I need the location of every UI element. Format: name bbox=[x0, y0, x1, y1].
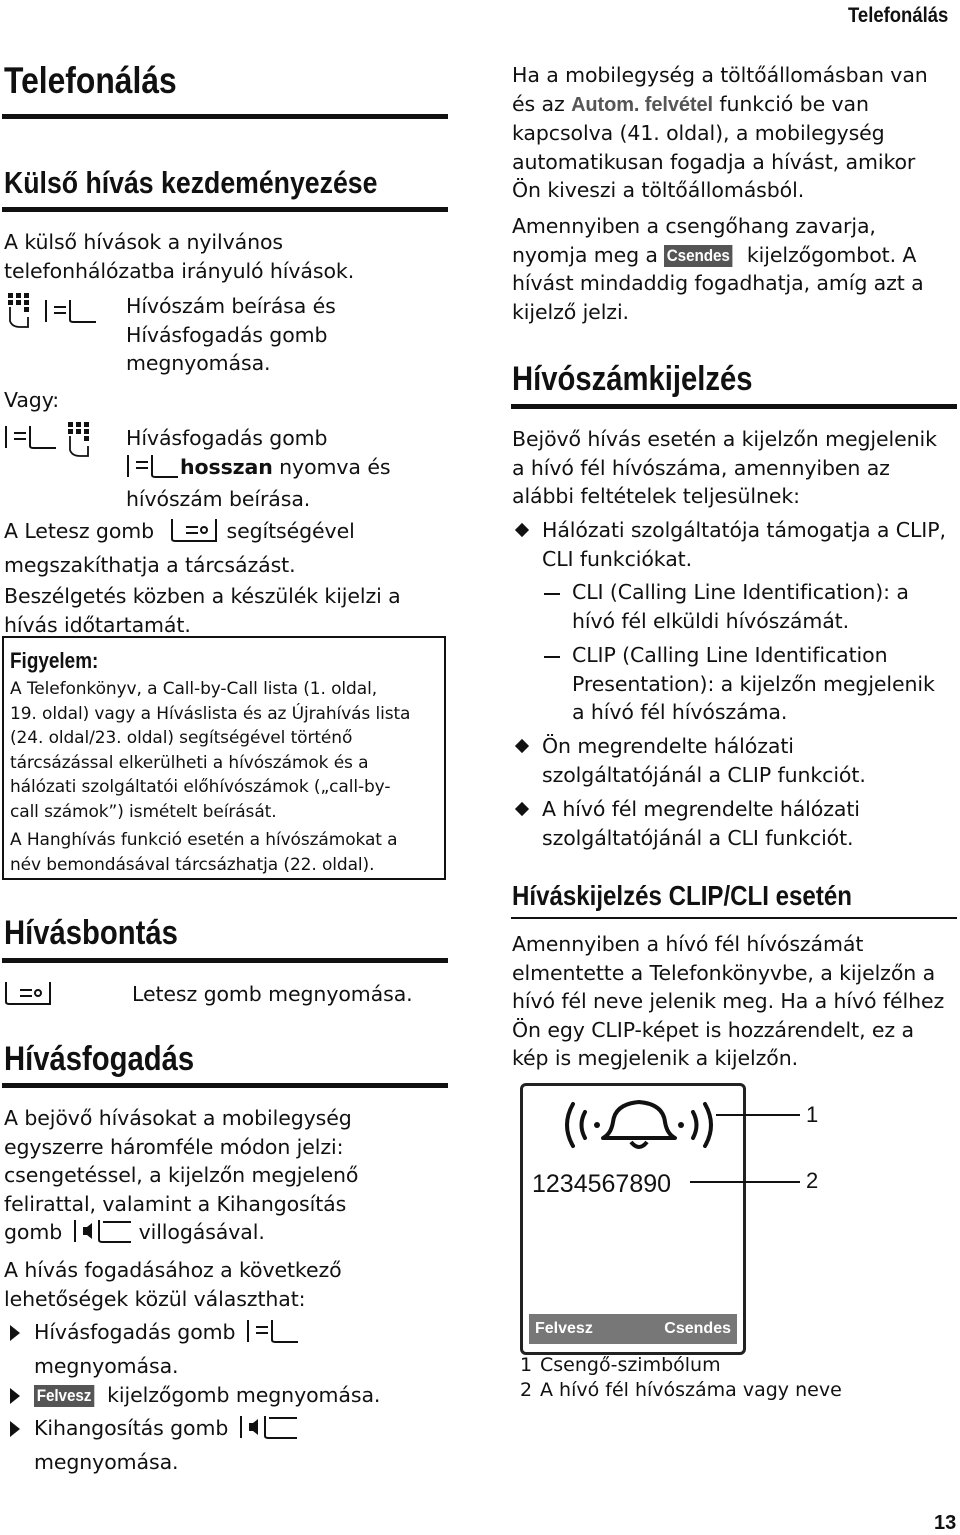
arrow-bullet bbox=[10, 1421, 20, 1437]
duration-text: Beszélgetés közben a készülék kijelzi a hívás időtartamát. bbox=[4, 584, 401, 637]
speaker-key-icon bbox=[239, 1414, 299, 1448]
page-number: 13 bbox=[934, 1512, 957, 1534]
clip-sub-1: CLI (Calling Line Identification): a hívó fél elküldi hívószámát. bbox=[572, 580, 909, 633]
hangup-rule bbox=[2, 958, 448, 963]
display-text: Amennyiben a hívó fél hívószámát elmentette a Telefonkönyvbe, a kijelzőn a hívó fél neve jelenik meg. Ha a hívó félhez Ön egy CLIP-képet is hozzárendelt, ez a kép is megjelenik a kijelzőn. bbox=[512, 932, 945, 1070]
dash-bullet bbox=[544, 656, 560, 658]
note-title: Figyelem: bbox=[10, 648, 99, 673]
clip-bullet-1: Hálózati szolgáltatója támogatja a CLIP, CLI funkciókat. bbox=[542, 518, 946, 571]
option-1: Hívásfogadás gomb megnyomása. bbox=[34, 1318, 300, 1380]
step1-text: Hívószám beírása és Hívásfogadás gomb megnyomása. bbox=[126, 294, 336, 375]
silent-paragraph: Amennyiben a csengőhang zavarja, nyomja meg a Csendes kijelzőgombot. A hívást mindaddig fogadhatja, amíg azt a kijelző jelzi. bbox=[512, 214, 924, 324]
arrow-bullet bbox=[10, 1325, 20, 1341]
dash-bullet bbox=[544, 593, 560, 595]
note-text: A Telefonkönyv, a Call-by-Call lista (1. oldal, 19. oldal) vagy a Híváslista és az Újrahívás lista (24. oldal/23. oldal) segítségével történő tárcsázással elkerülheti a hívószámok és a hálózati szolgáltatói előhívószámok („call-by- call számok”) ismételt beírását. A Hanghívás funkció esetén a hívószámokat a név bemondásával tárcsázhatja (22. oldal). bbox=[10, 679, 411, 875]
caller-number: 1234567890 bbox=[532, 1170, 672, 1198]
csendes-softkey: Csendes bbox=[664, 245, 733, 267]
answer-heading: Hívásfogadás bbox=[4, 1040, 195, 1078]
talk-key-icon bbox=[126, 454, 180, 486]
softkey-csendes: Csendes bbox=[664, 1320, 731, 1337]
handset-display bbox=[520, 1083, 746, 1355]
answer-rule bbox=[2, 1083, 448, 1088]
external-call-heading: Külső hívás kezdeményezése bbox=[4, 165, 378, 200]
end-call-key-icon bbox=[170, 517, 220, 551]
clip-sub-2: CLIP (Calling Line Identification Presentation): a kijelzőn megjelenik a hívó fél hívószáma. bbox=[572, 643, 935, 724]
felvesz-softkey: Felvesz bbox=[34, 1385, 94, 1407]
callout-line-1 bbox=[716, 1114, 800, 1116]
answer-para2: A hívás fogadásához a következő lehetőségek közül választhat: bbox=[4, 1258, 342, 1311]
note-box bbox=[2, 636, 446, 880]
charger-paragraph: Ha a mobilegység a töltőállomásban van és az Autom. felvétel funkció be van kapcsolva (41. oldal), a mobilegység automatikusan fogadja a hívást, amikor Ön kiveszi a töltőállomásból. bbox=[512, 63, 928, 202]
end-call-key-icon bbox=[4, 980, 54, 1010]
diamond-bullet bbox=[515, 802, 529, 816]
keypad-icon bbox=[6, 291, 36, 333]
diamond-bullet bbox=[515, 739, 529, 753]
talk-key-icon bbox=[44, 298, 98, 328]
callout-1: 1 bbox=[806, 1102, 819, 1127]
talk-key-icon bbox=[246, 1318, 300, 1352]
running-header: Telefonálás bbox=[848, 4, 949, 27]
hangup-heading: Hívásbontás bbox=[4, 914, 178, 952]
softkey-bar bbox=[529, 1314, 737, 1344]
cancel-text: A Letesz gomb segítségével megszakíthatja a tárcsázást. bbox=[4, 519, 355, 577]
keypad-icon bbox=[66, 420, 96, 462]
clip-rule bbox=[511, 404, 957, 409]
arrow-bullet bbox=[10, 1388, 20, 1404]
callout-line-2 bbox=[690, 1181, 800, 1183]
step2-text: Hívásfogadás gomb hosszan nyomva és hívószám beírása. bbox=[126, 426, 391, 511]
clip-bullet-2: Ön megrendelte hálózati szolgáltatójánál a CLIP funkciót. bbox=[542, 734, 866, 787]
hangup-text: Letesz gomb megnyomása. bbox=[132, 982, 413, 1006]
display-rule bbox=[511, 917, 957, 919]
diamond-bullet bbox=[515, 523, 529, 537]
display-heading: Híváskijelzés CLIP/CLI esetén bbox=[512, 880, 852, 911]
softkey-felvesz: Felvesz bbox=[535, 1320, 593, 1337]
auto-answer-keyword: Autom. felvétel bbox=[571, 93, 713, 116]
title-rule bbox=[2, 114, 448, 119]
callout-2: 2 bbox=[806, 1168, 819, 1193]
clip-heading: Hívószámkijelzés bbox=[512, 360, 753, 398]
answer-para1: A bejövő hívásokat a mobilegység egyszerre háromféle módon jelzi: csengetéssel, a kijelzőn megjelenő felirattal, valamint a Kihangosítás gomb villogásával. bbox=[4, 1104, 444, 1252]
figure-legend: 1 Csengő-szimbólum 2 A hívó fél hívószáma vagy neve bbox=[520, 1354, 842, 1401]
page-title: Telefonálás bbox=[4, 60, 177, 101]
clip-intro: Bejövő hívás esetén a kijelzőn megjelenik a hívó fél hívószáma, amennyiben az alábbi feltételek teljesülnek: bbox=[512, 427, 937, 508]
external-intro: A külső hívások a nyilvános telefonhálózatba irányuló hívások. bbox=[4, 230, 355, 283]
clip-bullet-3: A hívó fél megrendelte hálózati szolgáltatójánál a CLI funkciót. bbox=[542, 797, 860, 850]
option-2: Felvesz kijelzőgomb megnyomása. bbox=[34, 1381, 380, 1410]
or-label: Vagy: bbox=[4, 388, 60, 412]
talk-key-icon bbox=[4, 424, 58, 454]
speaker-key-icon bbox=[73, 1218, 133, 1252]
external-rule bbox=[2, 207, 448, 212]
ringing-bell-icon bbox=[559, 1094, 719, 1160]
option-3: Kihangosítás gomb megnyomása. bbox=[34, 1414, 299, 1476]
